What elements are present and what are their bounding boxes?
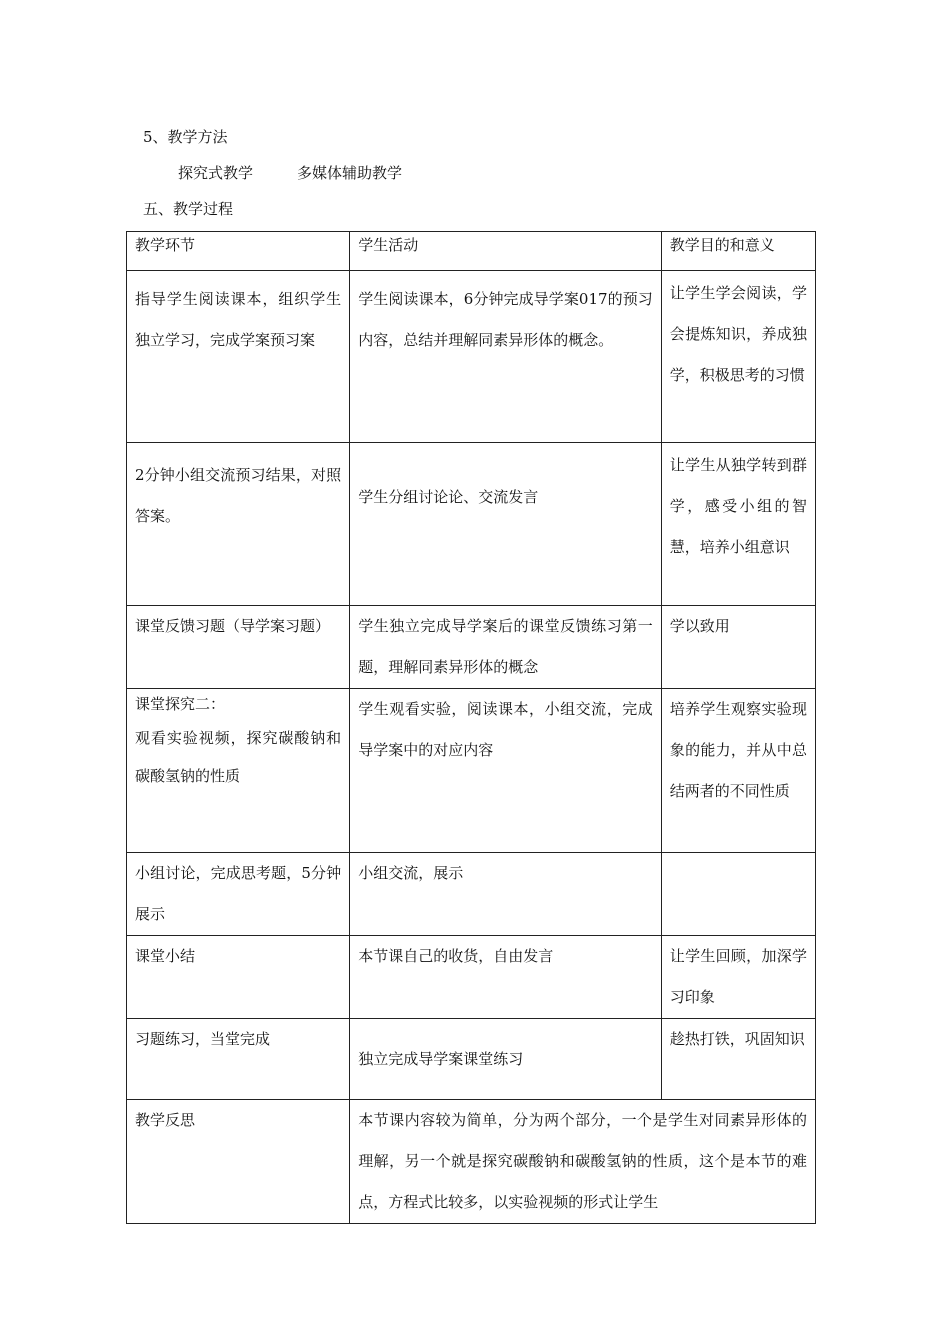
row-activity: 本节课自己的收货，自由发言 [350,936,662,1019]
row-purpose: 趁热打铁，巩固知识 [661,1019,815,1100]
row-stage: 2分钟小组交流预习结果，对照答案。 [127,443,350,606]
row-stage-cell [127,689,350,853]
row-activity: 学生阅读课本，6分钟完成导学案017的预习内容，总结并理解同素异形体的概念。 [350,271,662,443]
table-row [127,271,816,443]
row-purpose: 让学生学会阅读，学会提炼知识，养成独学，积极思考的习惯 [661,271,815,443]
row-stage-title: 课堂探究二： [135,695,226,713]
table-row [127,443,816,606]
table-header-row [127,232,816,271]
row-activity: 小组交流，展示 [350,853,662,936]
row-stage: 课堂小结 [127,936,350,1019]
row-activity: 学生观看实验，阅读课本，小组交流，完成导学案中的对应内容 [350,689,662,853]
row-activity: 学生分组讨论论、交流发言 [350,443,662,606]
row-stage: 习题练习，当堂完成 [127,1019,350,1100]
reflection-row [127,1100,816,1224]
header-stage: 教学环节 [127,232,350,271]
row-purpose: 培养学生观察实验现象的能力，并从中总结两者的不同性质 [661,689,815,853]
table-row [127,853,816,936]
table-row [127,1019,816,1100]
teaching-process-table [126,231,816,1224]
row-purpose: 学以致用 [661,606,815,689]
header-purpose: 教学目的和意义 [661,232,815,271]
reflection-label: 教学反思 [127,1100,350,1224]
row-stage: 指导学生阅读课本，组织学生独立学习，完成学案预习案 [127,271,350,443]
section-five-heading: 五、教学过程 [143,200,234,218]
row-stage: 课堂反馈习题（导学案习题） [127,606,350,689]
row-activity: 独立完成导学案课堂练习 [350,1019,662,1100]
section-5-heading: 5、教学方法 [143,128,228,146]
row-purpose: 让学生从独学转到群学，感受小组的智慧，培养小组意识 [661,443,815,606]
table-row [127,689,816,853]
method-inquiry: 探究式教学 [178,164,254,182]
reflection-text: 本节课内容较为简单，分为两个部分，一个是学生对同素异形体的理解，另一个就是探究碳酸钠和碳酸氢钠的性质，这个是本节的难点，方程式比较多，以实验视频的形式让学生 [350,1100,816,1224]
header-activity: 学生活动 [350,232,662,271]
teaching-methods [178,162,402,184]
table-row [127,606,816,689]
table-row [127,936,816,1019]
row-stage: 小组讨论，完成思考题，5分钟展示 [127,853,350,936]
row-activity: 学生独立完成导学案后的课堂反馈练习第一题，理解同素异形体的概念 [350,606,662,689]
row-purpose: 让学生回顾，加深学习印象 [661,936,815,1019]
method-multimedia: 多媒体辅助教学 [297,164,403,182]
row-purpose [661,853,815,936]
row-stage: 观看实验视频，探究碳酸钠和碳酸氢钠的性质 [135,729,342,785]
